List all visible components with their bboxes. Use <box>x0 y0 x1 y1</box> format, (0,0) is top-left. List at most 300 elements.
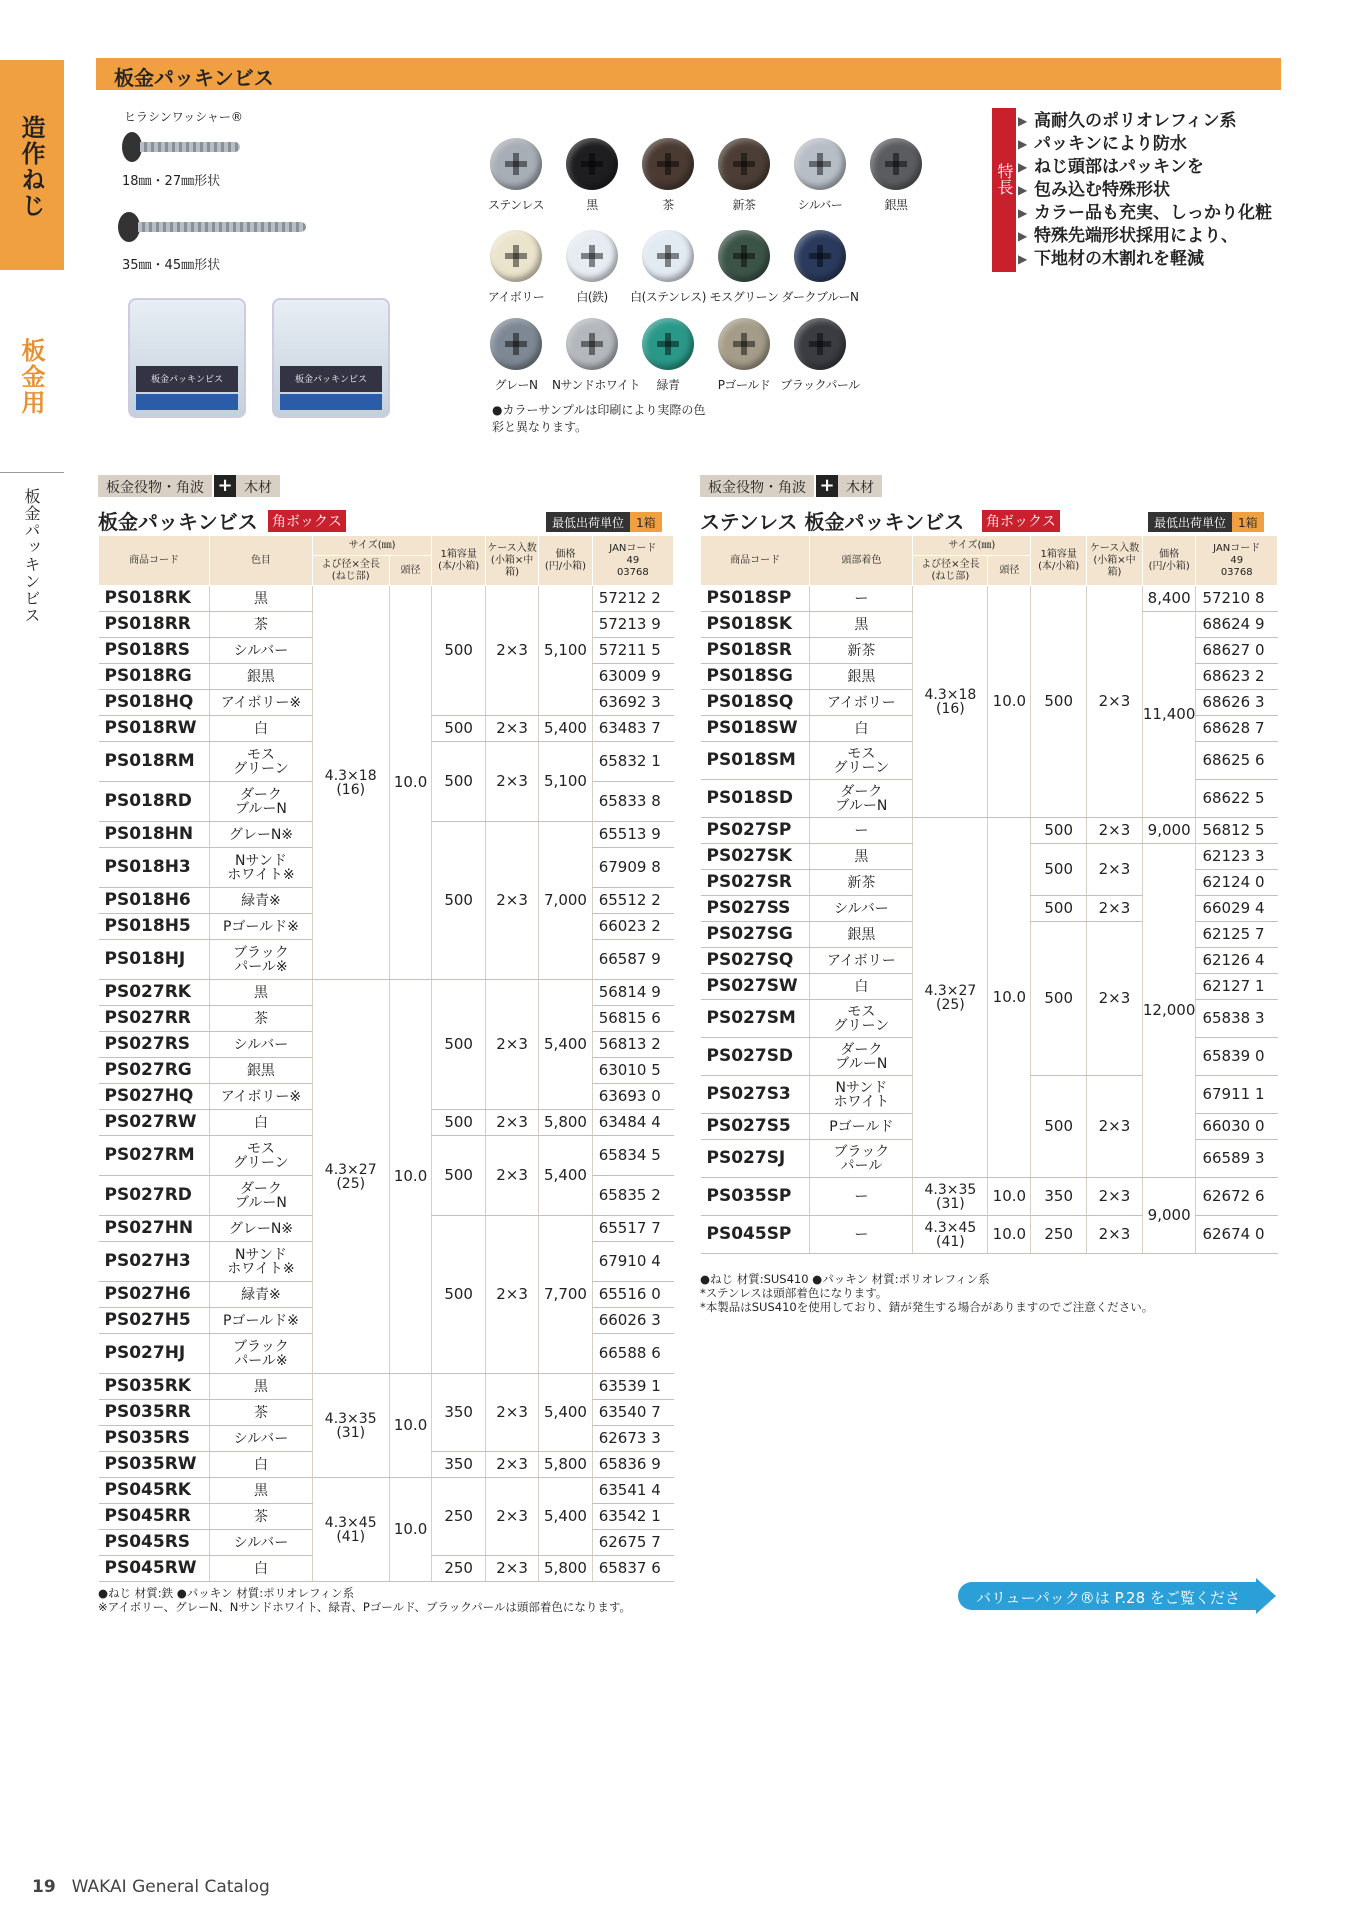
swatch-icon <box>490 138 542 190</box>
jan-code: 68624 9 <box>1196 612 1278 638</box>
note-line: ●ねじ 材質:SUS410 ●パッキン 材質:ポリオレフィン系 <box>700 1272 990 1286</box>
table-row <box>99 980 674 1006</box>
box-quantity: 350 <box>432 1374 485 1452</box>
case-count: 2×3 <box>485 742 538 822</box>
jan-code: 65512 2 <box>592 888 673 914</box>
color-name: 黒 <box>210 1374 313 1400</box>
product-code: PS035RR <box>99 1400 210 1426</box>
jan-code: 57213 9 <box>592 612 673 638</box>
feature-item: ▶ ねじ頭部はパッキンを <box>1018 156 1272 179</box>
color-swatch <box>704 230 784 305</box>
color-swatch <box>780 230 860 305</box>
product-table-left <box>98 535 674 1582</box>
product-code: PS045RS <box>99 1530 210 1556</box>
short-screw-image <box>122 132 242 162</box>
jan-code: 67911 1 <box>1196 1076 1278 1114</box>
price: 12,000 <box>1142 844 1196 1178</box>
product-code: PS018HQ <box>99 690 210 716</box>
head-diameter: 10.0 <box>988 1216 1031 1254</box>
head-diameter: 10.0 <box>389 1478 432 1582</box>
color-name: 茶 <box>210 612 313 638</box>
color-name: ー <box>810 818 913 844</box>
swatch-icon <box>870 138 922 190</box>
color-name: 茶 <box>210 1504 313 1530</box>
price: 5,400 <box>539 980 592 1110</box>
color-name: グレーN※ <box>210 1216 313 1242</box>
price: 5,400 <box>539 716 592 742</box>
product-code: PS018SD <box>701 780 810 818</box>
jan-code: 63539 1 <box>592 1374 673 1400</box>
box-quantity: 500 <box>1031 1076 1087 1178</box>
swatch-icon <box>566 230 618 282</box>
table-title: ステンレス 板金パッキンビス <box>700 510 965 534</box>
color-name: Nサンド ホワイト※ <box>210 848 313 888</box>
product-code: PS045RR <box>99 1504 210 1530</box>
side-tab-subcategory[interactable]: 板金用 <box>17 338 45 416</box>
jan-code: 63692 3 <box>592 690 673 716</box>
jan-code: 63484 4 <box>592 1110 673 1136</box>
product-code: PS027SP <box>701 818 810 844</box>
swatch-label: 白(鉄) <box>576 290 608 304</box>
color-name: Pゴールド <box>810 1114 913 1140</box>
table-cell <box>701 536 1278 556</box>
swatch-label: Pゴールド <box>717 378 771 392</box>
product-code: PS027HJ <box>99 1334 210 1374</box>
size-value: 4.3×18 (16) <box>312 586 389 980</box>
color-name: モス グリーン <box>210 742 313 782</box>
product-code: PS027SR <box>701 870 810 896</box>
color-name: シルバー <box>210 1426 313 1452</box>
feature-item-cont: ▶ 下地材の木割れを軽減 <box>1018 248 1272 271</box>
color-name: ー <box>810 1216 913 1254</box>
color-name: モス グリーン <box>810 1000 913 1038</box>
product-code: PS018RM <box>99 742 210 782</box>
table-row <box>701 818 1278 844</box>
product-code: PS027HN <box>99 1216 210 1242</box>
color-name: シルバー <box>210 1530 313 1556</box>
product-code: PS027H5 <box>99 1308 210 1334</box>
catalog-name: WAKAI General Catalog <box>71 1877 270 1897</box>
feature-item: ▶ 特殊先端形状採用により、 <box>1018 225 1272 248</box>
jan-code: 57211 5 <box>592 638 673 664</box>
jan-code: 62124 0 <box>1196 870 1278 896</box>
color-name: ダーク ブルーN <box>810 780 913 818</box>
color-swatch <box>476 230 556 305</box>
col-header: 1箱容量 (本/小箱) <box>1031 536 1087 586</box>
color-name: モス グリーン <box>210 1136 313 1176</box>
side-tab-label: 造作ねじ <box>17 115 45 219</box>
case-count: 2×3 <box>1087 844 1143 896</box>
jan-code: 68625 6 <box>1196 742 1278 780</box>
note-line: ※アイボリー、グレーN、Nサンドホワイト、緑青、Pゴールド、ブラックパールは頭部着色になります。 <box>98 1600 631 1614</box>
jan-code: 62672 6 <box>1196 1178 1278 1216</box>
price: 5,400 <box>539 1478 592 1556</box>
color-name: ダーク ブルーN <box>210 1176 313 1216</box>
category-label: 木材 <box>236 475 280 497</box>
color-name: 銀黒 <box>210 664 313 690</box>
color-swatch <box>704 138 784 213</box>
color-name: Pゴールド※ <box>210 1308 313 1334</box>
product-code: PS027SQ <box>701 948 810 974</box>
col-header: 1箱容量 (本/小箱) <box>432 536 485 586</box>
swatch-icon <box>490 318 542 370</box>
col-header: 頭径 <box>389 556 432 586</box>
box-type-tag: 角ボックス <box>982 510 1060 532</box>
color-name: 新茶 <box>810 870 913 896</box>
product-code: PS027HQ <box>99 1084 210 1110</box>
product-code: PS018SG <box>701 664 810 690</box>
table-row <box>99 1478 674 1504</box>
product-code: PS035RS <box>99 1426 210 1452</box>
page-number: 19 <box>32 1877 56 1897</box>
jan-code: 57212 2 <box>592 586 673 612</box>
col-header: サイズ(㎜) <box>913 536 1031 556</box>
swatch-label: 茶 <box>662 198 674 212</box>
col-header: 価格 (円/小箱) <box>539 536 592 586</box>
color-name: ダーク ブルーN <box>210 782 313 822</box>
color-name: 銀黒 <box>810 922 913 948</box>
color-name: ダーク ブルーN <box>810 1038 913 1076</box>
case-count: 2×3 <box>485 1136 538 1216</box>
color-swatch <box>780 138 860 213</box>
value-pack-link[interactable] <box>958 1578 1278 1628</box>
swatch-label: 黒 <box>586 198 598 212</box>
color-name: 茶 <box>210 1400 313 1426</box>
box-quantity: 500 <box>1031 922 1087 1076</box>
color-name: Nサンド ホワイト※ <box>210 1242 313 1282</box>
jan-code: 63541 4 <box>592 1478 673 1504</box>
price: 7,700 <box>539 1216 592 1374</box>
product-code: PS045RW <box>99 1556 210 1582</box>
swatch-icon <box>794 230 846 282</box>
jan-code: 63542 1 <box>592 1504 673 1530</box>
col-header: 商品コード <box>99 536 210 586</box>
swatch-icon <box>718 138 770 190</box>
table-notes <box>98 1586 631 1614</box>
box-quantity: 500 <box>432 716 485 742</box>
jan-code: 65834 5 <box>592 1136 673 1176</box>
product-code: PS027RS <box>99 1032 210 1058</box>
price: 5,100 <box>539 742 592 822</box>
product-code: PS018RK <box>99 586 210 612</box>
color-name: Pゴールド※ <box>210 914 313 940</box>
product-code: PS018SQ <box>701 690 810 716</box>
color-name: Nサンド ホワイト <box>810 1076 913 1114</box>
head-diameter: 10.0 <box>988 818 1031 1178</box>
case-count: 2×3 <box>485 1216 538 1374</box>
price: 5,800 <box>539 1110 592 1136</box>
jan-code: 65832 1 <box>592 742 673 782</box>
jan-code: 67909 8 <box>592 848 673 888</box>
product-code: PS027SD <box>701 1038 810 1076</box>
table-cell <box>99 536 674 556</box>
box-quantity: 500 <box>432 742 485 822</box>
box-quantity: 500 <box>432 1136 485 1216</box>
color-name: アイボリー※ <box>210 690 313 716</box>
color-name: アイボリー※ <box>210 1084 313 1110</box>
color-name: シルバー <box>210 1032 313 1058</box>
col-header: ケース入数 (小箱×中箱) <box>1087 536 1143 586</box>
product-code: PS045SP <box>701 1216 810 1254</box>
page-header <box>96 58 1281 90</box>
jan-code: 66026 3 <box>592 1308 673 1334</box>
swatch-icon <box>794 318 846 370</box>
color-name: 白 <box>210 1556 313 1582</box>
box-quantity: 500 <box>432 1110 485 1136</box>
jan-code: 68628 7 <box>1196 716 1278 742</box>
box-quantity: 500 <box>1031 844 1087 896</box>
jan-code: 68626 3 <box>1196 690 1278 716</box>
swatch-label: 銀黒 <box>884 198 908 212</box>
box-quantity: 500 <box>1031 586 1087 818</box>
col-header: よび径×全長 (ねじ部) <box>312 556 389 586</box>
swatch-label: ダークブルーN <box>781 290 859 304</box>
product-code: PS027RM <box>99 1136 210 1176</box>
feature-item-cont: ▶ 包み込む特殊形状 <box>1018 179 1272 202</box>
swatch-label: ステンレス <box>487 198 544 212</box>
head-diameter: 10.0 <box>389 1374 432 1478</box>
price: 8,400 <box>1142 586 1196 612</box>
jan-code: 56814 9 <box>592 980 673 1006</box>
product-code: PS027RW <box>99 1110 210 1136</box>
jan-code: 65513 9 <box>592 822 673 848</box>
box-quantity: 350 <box>432 1452 485 1478</box>
product-code: PS018RS <box>99 638 210 664</box>
table-notes <box>700 1272 1153 1314</box>
swatch-label: 新茶 <box>732 198 756 212</box>
side-tab-category[interactable] <box>0 60 64 270</box>
head-diameter: 10.0 <box>389 980 432 1374</box>
color-name: 白 <box>210 1110 313 1136</box>
color-swatch <box>476 138 556 213</box>
col-header: 商品コード <box>701 536 810 586</box>
side-tab-product[interactable]: 板金パッキンビス <box>22 488 41 624</box>
col-header: 色目 <box>210 536 313 586</box>
min-shipping-unit: 最低出荷単位 1箱 <box>546 512 662 532</box>
col-header: 頭部着色 <box>810 536 913 586</box>
features-list <box>1018 110 1272 271</box>
jan-code: 56815 6 <box>592 1006 673 1032</box>
color-name: 白 <box>810 716 913 742</box>
product-code: PS018SR <box>701 638 810 664</box>
case-count: 2×3 <box>1087 586 1143 818</box>
head-diameter: 10.0 <box>988 586 1031 818</box>
case-count: 2×3 <box>485 1452 538 1478</box>
color-name: ー <box>810 1178 913 1216</box>
swatch-icon <box>642 230 694 282</box>
value-pack-label: バリューパック®は P.28 をご覧ください。 <box>958 1582 1258 1610</box>
swatch-icon <box>794 138 846 190</box>
case-count: 2×3 <box>1087 922 1143 1076</box>
case-count: 2×3 <box>1087 1178 1143 1216</box>
swatch-icon <box>642 138 694 190</box>
swatch-label: Nサンドホワイト <box>552 378 641 392</box>
product-code: PS018H6 <box>99 888 210 914</box>
box-quantity: 500 <box>432 586 485 716</box>
swatch-label: ブラックパール <box>780 378 860 392</box>
jan-code: 65517 7 <box>592 1216 673 1242</box>
price: 11,400 <box>1142 612 1196 818</box>
jan-code: 57210 8 <box>1196 586 1278 612</box>
color-name: 黒 <box>210 1478 313 1504</box>
washer-label: ヒラシンワッシャー® <box>124 110 243 124</box>
note-line: *本製品はSUS410を使用しており、錆が発生する場合がありますのでご注意ください。 <box>700 1300 1154 1314</box>
jan-code: 62675 7 <box>592 1530 673 1556</box>
box-type-tag: 角ボックス <box>268 510 346 532</box>
size-value: 4.3×27 (25) <box>913 818 988 1178</box>
price: 5,800 <box>539 1556 592 1582</box>
category-label: 板金役物・角波 <box>700 475 814 497</box>
col-header: JANコード 49 03768 <box>1196 536 1278 586</box>
size-value: 4.3×45 (41) <box>913 1216 988 1254</box>
jan-code: 62123 3 <box>1196 844 1278 870</box>
product-code: PS018HN <box>99 822 210 848</box>
product-code: PS027RG <box>99 1058 210 1084</box>
product-code: PS027SJ <box>701 1140 810 1178</box>
product-code: PS018SP <box>701 586 810 612</box>
swatch-note: ●カラーサンプルは印刷により実際の色彩と異なります。 <box>492 403 706 434</box>
jan-code: 68623 2 <box>1196 664 1278 690</box>
swatch-icon <box>566 138 618 190</box>
product-code: PS027H3 <box>99 1242 210 1282</box>
jan-code: 62126 4 <box>1196 948 1278 974</box>
product-code: PS027SW <box>701 974 810 1000</box>
jan-code: 67910 4 <box>592 1242 673 1282</box>
color-swatch <box>780 318 860 393</box>
box-quantity: 500 <box>432 1216 485 1374</box>
product-code: PS018HJ <box>99 940 210 980</box>
jan-code: 65838 3 <box>1196 1000 1278 1038</box>
jan-code: 63693 0 <box>592 1084 673 1110</box>
color-name: 銀黒 <box>210 1058 313 1084</box>
feature-item: ▶ 高耐久のポリオレフィン系 <box>1018 110 1272 133</box>
color-swatch <box>552 318 641 393</box>
case-count: 2×3 <box>1087 818 1143 844</box>
swatch-icon <box>718 318 770 370</box>
jan-code: 66587 9 <box>592 940 673 980</box>
product-box-image: 板金パッキンビス <box>272 298 390 418</box>
plus-icon: + <box>214 475 236 497</box>
product-code: PS027S5 <box>701 1114 810 1140</box>
color-name: 茶 <box>210 1006 313 1032</box>
swatch-icon <box>642 318 694 370</box>
color-name: 黒 <box>810 612 913 638</box>
size-value: 4.3×35 (31) <box>312 1374 389 1478</box>
size-value: 4.3×45 (41) <box>312 1478 389 1582</box>
category-label: 木材 <box>838 475 882 497</box>
col-header: ケース入数 (小箱×中箱) <box>485 536 538 586</box>
jan-code: 66589 3 <box>1196 1140 1278 1178</box>
note-line: *ステンレスは頭部着色になります。 <box>700 1286 888 1300</box>
price: 7,000 <box>539 822 592 980</box>
color-swatch <box>552 230 632 305</box>
color-name: 緑青※ <box>210 888 313 914</box>
color-swatch <box>704 318 784 393</box>
jan-code: 65836 9 <box>592 1452 673 1478</box>
product-code: PS027SM <box>701 1000 810 1038</box>
jan-code: 66029 4 <box>1196 896 1278 922</box>
case-count: 2×3 <box>485 586 538 716</box>
product-code: PS027RR <box>99 1006 210 1032</box>
size-value: 4.3×27 (25) <box>312 980 389 1374</box>
case-count: 2×3 <box>485 1110 538 1136</box>
jan-code: 66588 6 <box>592 1334 673 1374</box>
color-name: ブラック パール <box>810 1140 913 1178</box>
color-name: 黒 <box>210 586 313 612</box>
jan-code: 68622 5 <box>1196 780 1278 818</box>
product-code: PS027SK <box>701 844 810 870</box>
jan-code: 63010 5 <box>592 1058 673 1084</box>
price: 5,100 <box>539 586 592 716</box>
color-swatch <box>856 138 936 213</box>
swatch-label: アイボリー <box>487 290 545 304</box>
col-header: サイズ(㎜) <box>312 536 432 556</box>
swatch-label: 白(ステンレス) <box>630 290 706 304</box>
jan-code: 56813 2 <box>592 1032 673 1058</box>
case-count: 2×3 <box>1087 1076 1143 1178</box>
product-code: PS018H3 <box>99 848 210 888</box>
col-header: JANコード 49 03768 <box>592 536 673 586</box>
product-code: PS045RK <box>99 1478 210 1504</box>
color-name: 白 <box>210 1452 313 1478</box>
jan-code: 63540 7 <box>592 1400 673 1426</box>
case-count: 2×3 <box>485 716 538 742</box>
color-swatch <box>628 318 708 393</box>
page-title: 板金パッキンビス <box>114 66 274 90</box>
box-quantity: 500 <box>432 980 485 1110</box>
jan-code: 65516 0 <box>592 1282 673 1308</box>
color-name: 白 <box>810 974 913 1000</box>
box-quantity: 350 <box>1031 1178 1087 1216</box>
product-code: PS018RG <box>99 664 210 690</box>
box-quantity: 250 <box>432 1478 485 1556</box>
table-row <box>99 1374 674 1400</box>
color-name: 緑青※ <box>210 1282 313 1308</box>
box-quantity: 250 <box>432 1556 485 1582</box>
arrow-right-icon <box>1256 1578 1276 1614</box>
color-name: モス グリーン <box>810 742 913 780</box>
box-quantity: 500 <box>432 822 485 980</box>
product-box-image: 板金パッキンビス <box>128 298 246 418</box>
price: 5,400 <box>539 1136 592 1216</box>
case-count: 2×3 <box>1087 1216 1143 1254</box>
jan-code: 63483 7 <box>592 716 673 742</box>
col-header: よび径×全長 (ねじ部) <box>913 556 988 586</box>
color-name: ブラック パール※ <box>210 940 313 980</box>
product-code: PS035RK <box>99 1374 210 1400</box>
feature-item-cont: ▶ パッキンにより防水 <box>1018 133 1272 156</box>
swatch-icon <box>718 230 770 282</box>
product-code: PS018H5 <box>99 914 210 940</box>
jan-code: 62674 0 <box>1196 1216 1278 1254</box>
product-code: PS018RR <box>99 612 210 638</box>
product-code: PS018SM <box>701 742 810 780</box>
side-divider <box>0 472 64 473</box>
product-code: PS018SK <box>701 612 810 638</box>
jan-code: 66023 2 <box>592 914 673 940</box>
jan-code: 65835 2 <box>592 1176 673 1216</box>
product-code: PS035RW <box>99 1452 210 1478</box>
color-name: シルバー <box>210 638 313 664</box>
col-header: 頭径 <box>988 556 1031 586</box>
product-code: PS018RD <box>99 782 210 822</box>
color-name: グレーN※ <box>210 822 313 848</box>
swatch-icon <box>490 230 542 282</box>
long-shape-label: 35㎜・45㎜形状 <box>122 258 221 273</box>
swatch-icon <box>566 318 618 370</box>
jan-code: 63009 9 <box>592 664 673 690</box>
jan-code: 56812 5 <box>1196 818 1278 844</box>
